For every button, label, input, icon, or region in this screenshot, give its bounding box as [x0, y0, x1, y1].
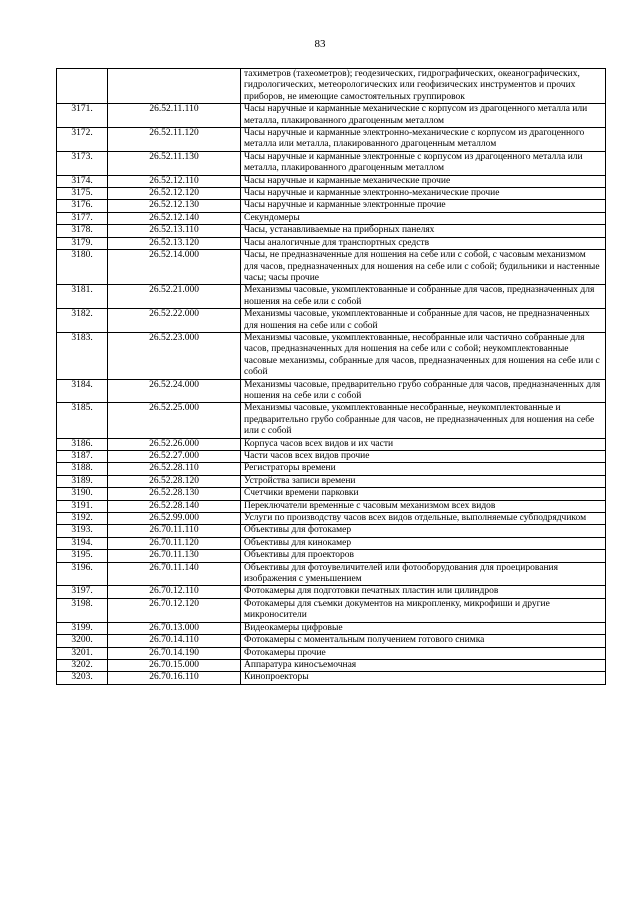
row-name: Регистраторы времени [241, 463, 606, 475]
row-code: 26.52.28.130 [108, 488, 241, 500]
row-code: 26.70.11.120 [108, 537, 241, 549]
row-code: 26.52.24.000 [108, 379, 241, 403]
row-number: 3201. [57, 647, 108, 659]
row-number: 3195. [57, 550, 108, 562]
row-name: Механизмы часовые, укомплектованные и собранные для часов, не предназначенных для ношения на себе или с собой [241, 309, 606, 333]
row-name: Части часов всех видов прочие [241, 451, 606, 463]
table-row [57, 635, 606, 647]
row-number: 3177. [57, 212, 108, 224]
row-name: Объективы для фотокамер [241, 525, 606, 537]
table-row [57, 309, 606, 333]
row-name: Видеокамеры цифровые [241, 622, 606, 634]
row-number: 3180. [57, 250, 108, 285]
row-number: 3173. [57, 151, 108, 175]
row-number: 3197. [57, 586, 108, 598]
row-name: Секундомеры [241, 212, 606, 224]
table-row [57, 175, 606, 187]
row-code: 26.70.11.130 [108, 550, 241, 562]
row-number: 3182. [57, 309, 108, 333]
row-code: 26.52.11.110 [108, 104, 241, 128]
table-row [57, 403, 606, 438]
row-number: 3186. [57, 438, 108, 450]
row-code: 26.52.12.130 [108, 200, 241, 212]
row-number: 3187. [57, 451, 108, 463]
classification-table [56, 68, 606, 685]
row-code: 26.52.23.000 [108, 332, 241, 379]
row-number: 3191. [57, 500, 108, 512]
row-code: 26.52.27.000 [108, 451, 241, 463]
row-name: Фотокамеры с моментальным получением готового снимка [241, 635, 606, 647]
row-number: 3192. [57, 513, 108, 525]
row-name: Объективы для проекторов [241, 550, 606, 562]
table-row [57, 225, 606, 237]
row-number: 3171. [57, 104, 108, 128]
row-code: 26.70.13.000 [108, 622, 241, 634]
row-code: 26.52.28.140 [108, 500, 241, 512]
row-code: 26.52.11.130 [108, 151, 241, 175]
row-number: 3203. [57, 672, 108, 684]
row-number [57, 69, 108, 104]
row-name: Часы, не предназначенные для ношения на себе или с собой, с часовым механизмом для часов, предназначенных для ношения на себе или с собой; будильники и настенные часы; часы прочие [241, 250, 606, 285]
row-name: Часы наручные и карманные механические прочие [241, 175, 606, 187]
table-row [57, 525, 606, 537]
row-name: Корпуса часов всех видов и их части [241, 438, 606, 450]
row-name: Счетчики времени парковки [241, 488, 606, 500]
row-code [108, 69, 241, 104]
table-row [57, 598, 606, 622]
row-number: 3198. [57, 598, 108, 622]
table-row [57, 672, 606, 684]
row-code: 26.70.14.110 [108, 635, 241, 647]
table-row [57, 104, 606, 128]
table-row [57, 128, 606, 152]
table-row [57, 622, 606, 634]
row-name: Устройства записи времени [241, 475, 606, 487]
table-row [57, 488, 606, 500]
row-code: 26.70.12.110 [108, 586, 241, 598]
row-name: Часы наручные и карманные электронные прочие [241, 200, 606, 212]
row-code: 26.70.14.190 [108, 647, 241, 659]
row-code: 26.52.12.110 [108, 175, 241, 187]
table-row [57, 379, 606, 403]
table-row [57, 647, 606, 659]
row-code: 26.52.28.120 [108, 475, 241, 487]
table-row [57, 250, 606, 285]
row-code: 26.52.14.000 [108, 250, 241, 285]
row-number: 3172. [57, 128, 108, 152]
table-row [57, 332, 606, 379]
row-name: Фотокамеры для подготовки печатных пластин или цилиндров [241, 586, 606, 598]
row-code: 26.52.99.000 [108, 513, 241, 525]
table-row [57, 188, 606, 200]
row-code: 26.70.15.000 [108, 659, 241, 671]
table-row [57, 69, 606, 104]
row-name: Часы аналогичные для транспортных средств [241, 237, 606, 249]
row-number: 3175. [57, 188, 108, 200]
row-number: 3179. [57, 237, 108, 249]
row-number: 3190. [57, 488, 108, 500]
row-name: Фотокамеры прочие [241, 647, 606, 659]
table-row [57, 475, 606, 487]
row-name: Часы наручные и карманные механические с корпусом из драгоценного металла или металла, плакированного драгоценным металлом [241, 104, 606, 128]
row-name: Механизмы часовые, укомплектованные и собранные для часов, предназначенных для ношения на себе или с собой [241, 285, 606, 309]
row-number: 3174. [57, 175, 108, 187]
row-code: 26.70.11.110 [108, 525, 241, 537]
row-name: тахиметров (тахеометров); геодезических, гидрографических, океанографических, гидрологических, метеорологических или геофизических инструментов и прочих приборов, не имеющие самостоятельных группировок [241, 69, 606, 104]
row-name: Переключатели временные с часовым механизмом всех видов [241, 500, 606, 512]
row-code: 26.52.13.110 [108, 225, 241, 237]
row-code: 26.52.26.000 [108, 438, 241, 450]
row-name: Кинопроекторы [241, 672, 606, 684]
table-row [57, 151, 606, 175]
table-row [57, 550, 606, 562]
row-code: 26.52.12.140 [108, 212, 241, 224]
row-number: 3193. [57, 525, 108, 537]
table-row [57, 285, 606, 309]
table-row [57, 463, 606, 475]
row-code: 26.52.13.120 [108, 237, 241, 249]
table-row [57, 586, 606, 598]
table-row [57, 500, 606, 512]
row-name: Объективы для фотоувеличителей или фотооборудования для проецирования изображения с уменьшением [241, 562, 606, 586]
row-number: 3188. [57, 463, 108, 475]
row-number: 3185. [57, 403, 108, 438]
row-code: 26.52.12.120 [108, 188, 241, 200]
table-row [57, 451, 606, 463]
table-row [57, 513, 606, 525]
table-row [57, 200, 606, 212]
row-code: 26.70.16.110 [108, 672, 241, 684]
page-number: 83 [314, 38, 326, 50]
table-row [57, 438, 606, 450]
row-name: Механизмы часовые, укомплектованные, несобранные или частично собранные для часов, предназначенных для ношения на себе или с собой; неукомплектованные часовые механизмы, собранные для часов, предназначенных для ношения на себе или с собой [241, 332, 606, 379]
row-name: Объективы для кинокамер [241, 537, 606, 549]
table-row [57, 537, 606, 549]
row-number: 3176. [57, 200, 108, 212]
row-code: 26.52.28.110 [108, 463, 241, 475]
row-code: 26.70.11.140 [108, 562, 241, 586]
table-row [57, 237, 606, 249]
row-code: 26.70.12.120 [108, 598, 241, 622]
row-number: 3181. [57, 285, 108, 309]
row-name: Механизмы часовые, укомплектованные несобранные, неукомплектованные и предварительно грубо собранные для часов, не предназначенных для ношения на себе или с собой [241, 403, 606, 438]
row-code: 26.52.11.120 [108, 128, 241, 152]
row-name: Механизмы часовые, предварительно грубо собранные для часов, предназначенных для ношения на себе или с собой [241, 379, 606, 403]
row-code: 26.52.25.000 [108, 403, 241, 438]
row-name: Часы наручные и карманные электронно-механические с корпусом из драгоценного металла или металла, плакированного драгоценным металлом [241, 128, 606, 152]
row-name: Услуги по производству часов всех видов отдельные, выполняемые субподрядчиком [241, 513, 606, 525]
row-number: 3202. [57, 659, 108, 671]
row-number: 3196. [57, 562, 108, 586]
row-number: 3199. [57, 622, 108, 634]
table-row [57, 212, 606, 224]
row-number: 3184. [57, 379, 108, 403]
row-code: 26.52.22.000 [108, 309, 241, 333]
row-name: Часы, устанавливаемые на приборных панелях [241, 225, 606, 237]
table-row [57, 659, 606, 671]
row-number: 3178. [57, 225, 108, 237]
row-code: 26.52.21.000 [108, 285, 241, 309]
row-name: Часы наручные и карманные электронно-механические прочие [241, 188, 606, 200]
row-number: 3200. [57, 635, 108, 647]
table-body [57, 69, 606, 685]
row-number: 3183. [57, 332, 108, 379]
row-name: Аппаратура киносъемочная [241, 659, 606, 671]
row-number: 3194. [57, 537, 108, 549]
row-number: 3189. [57, 475, 108, 487]
row-name: Фотокамеры для съемки документов на микропленку, микрофиши и другие микроносители [241, 598, 606, 622]
row-name: Часы наручные и карманные электронные с корпусом из драгоценного металла или металла, плакированного драгоценным металлом [241, 151, 606, 175]
table-row [57, 562, 606, 586]
